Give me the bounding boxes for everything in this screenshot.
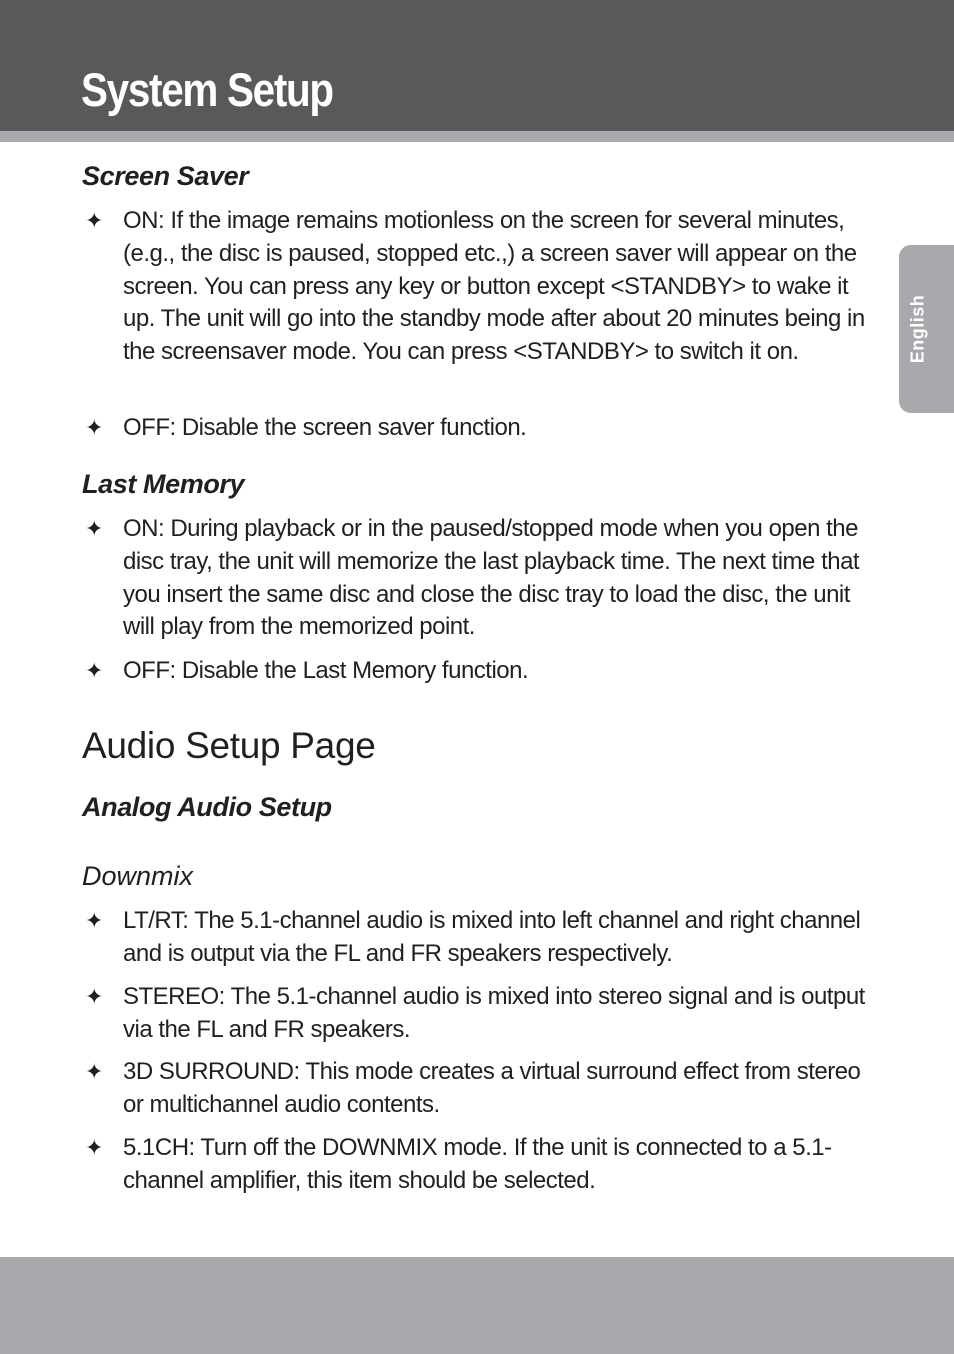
analog-audio-setup-heading: Analog Audio Setup <box>82 792 332 822</box>
bullet-star-icon: ✦ <box>85 1059 103 1084</box>
list-item-text: OFF: Disable the Last Memory function. <box>123 657 529 684</box>
list-item <box>82 205 872 369</box>
bullet-star-icon: ✦ <box>85 516 103 541</box>
list-item-text: 3D SURROUND: This mode creates a virtual surround effect from stereo or multichannel audio contents. <box>123 1058 861 1118</box>
list-item <box>82 655 872 688</box>
list-item <box>82 412 872 445</box>
bullet-star-icon: ✦ <box>85 415 103 440</box>
list-item <box>82 513 872 644</box>
list-item-text: ON: During playback or in the paused/stopped mode when you open the disc tray, the unit will memorize the last playback time. The next time that you insert the same disc and close the disc tray to load the disc, the unit will play from the memorized point. <box>123 515 860 641</box>
list-item-text: STEREO: The 5.1-channel audio is mixed into stereo signal and is output via the FL and FR speakers. <box>123 983 865 1043</box>
language-tab-label: English <box>907 294 928 364</box>
list-item <box>82 1056 872 1122</box>
list-item-text: OFF: Disable the screen saver function. <box>123 414 527 441</box>
list-item-text: ON: If the image remains motionless on the screen for several minutes, (e.g., the disc is paused, stopped etc.,) a screen saver will appear on the screen. You can press any key or button except <STANDBY> to wake it up. The unit will go into the standby mode after about 20 minutes being in the screensaver mode. You can press <STANDBY> to switch it on. <box>123 207 865 366</box>
downmix-heading: Downmix <box>82 861 194 891</box>
list-item <box>82 981 872 1047</box>
bullet-star-icon: ✦ <box>85 984 103 1009</box>
list-item <box>82 1132 872 1198</box>
audio-setup-heading: Audio Setup Page <box>82 725 376 766</box>
bullet-star-icon: ✦ <box>85 908 103 933</box>
bullet-star-icon: ✦ <box>85 208 103 233</box>
last-memory-heading: Last Memory <box>82 469 245 499</box>
bullet-star-icon: ✦ <box>85 658 103 683</box>
footer-band <box>0 1257 954 1354</box>
list-item <box>82 905 872 971</box>
screen-saver-heading: Screen Saver <box>82 161 249 191</box>
list-item-text: LT/RT: The 5.1-channel audio is mixed into left channel and right channel and is output via the FL and FR speakers respectively. <box>123 907 861 967</box>
bullet-star-icon: ✦ <box>85 1135 103 1160</box>
header-stripe <box>0 131 954 142</box>
page-title: System Setup <box>81 63 333 116</box>
list-item-text: 5.1CH: Turn off the DOWNMIX mode. If the unit is connected to a 5.1-channel amplifier, this item should be selected. <box>123 1134 832 1194</box>
